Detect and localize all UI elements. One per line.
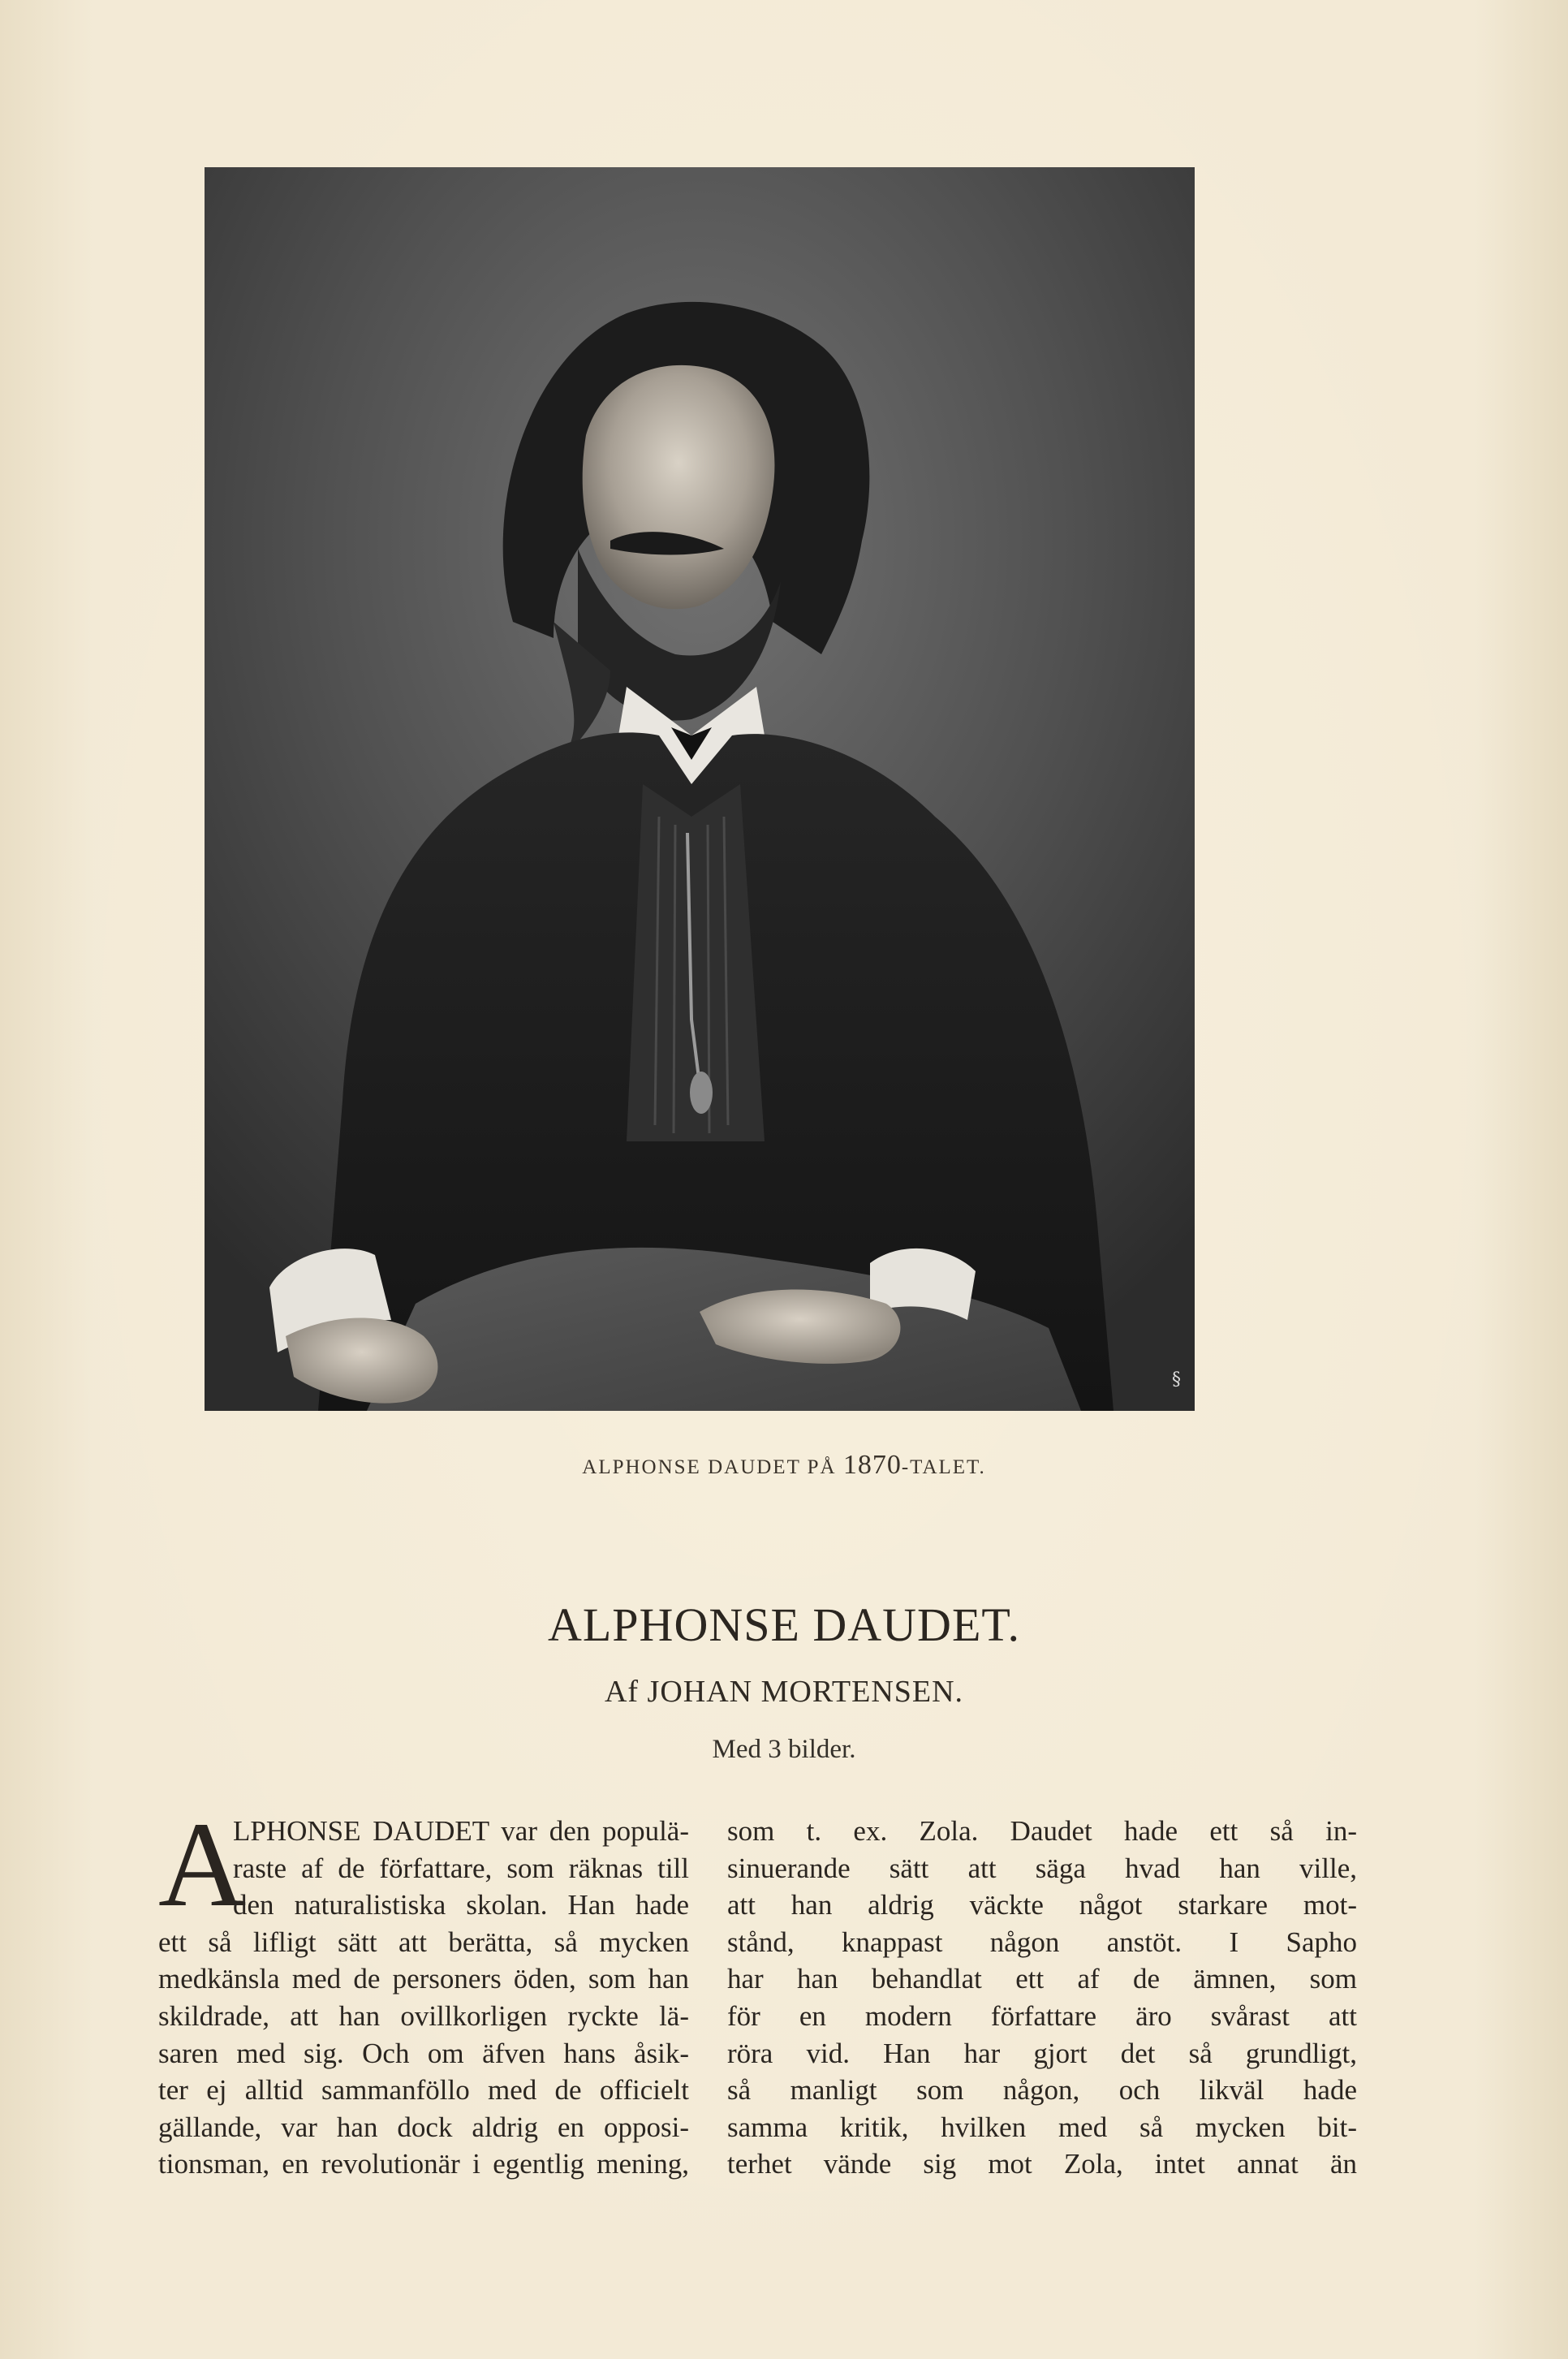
body-line: tionsman, en revolutionär i egentlig mening, xyxy=(158,2148,689,2180)
portrait-photo xyxy=(205,167,1195,1411)
body-line: LPHONSE DAUDET var den populä- xyxy=(233,1815,689,1847)
article-byline xyxy=(0,1674,1568,1710)
caption-prefix: ALPHONSE DAUDET PÅ xyxy=(582,1456,843,1478)
byline-af: Af xyxy=(604,1675,640,1709)
byline-author: JOHAN MORTENSEN. xyxy=(647,1675,964,1709)
body-line: sinuerande sätt att säga hvad han ville, xyxy=(727,1852,1357,1884)
article-subtitle: Med 3 bilder. xyxy=(712,1735,856,1764)
body-line: har han behandlat ett af de ämnen, som xyxy=(727,1963,1357,1995)
body-line: terhet vände sig mot Zola, intet annat än xyxy=(727,2148,1357,2180)
body-column-left xyxy=(158,1797,689,2183)
body-line: så manligt som någon, och likväl hade xyxy=(727,2074,1357,2107)
body-line: saren med sig. Och om äfven hans åsik- xyxy=(158,2037,689,2069)
body-line: för en modern författare äro svårast att xyxy=(727,1999,1357,2032)
dropcap-block xyxy=(158,1797,689,1932)
body-line: skildrade, att han ovillkorligen ryckte lä- xyxy=(158,1999,689,2032)
caption-suffix: -TALET. xyxy=(901,1456,986,1478)
svg-text:§: § xyxy=(1172,1369,1181,1390)
article-title: ALPHONSE DAUDET. xyxy=(547,1598,1020,1651)
portrait-illustration xyxy=(205,167,1195,1411)
body-column-right xyxy=(727,1813,1357,2183)
dropcap-letter: A xyxy=(158,1797,247,1932)
body-line: som t. ex. Zola. Daudet hade ett så in- xyxy=(727,1815,1357,1847)
body-line: stånd, knappast någon anstöt. I Sapho xyxy=(727,1926,1357,1958)
body-line: gällande, var han dock aldrig en opposi- xyxy=(158,2111,689,2143)
body-line: den naturalistiska skolan. Han hade xyxy=(233,1889,689,1921)
body-line: röra vid. Han har gjort det så grundligt, xyxy=(727,2037,1357,2069)
body-line: att han aldrig väckte något starkare mot- xyxy=(727,1889,1357,1921)
body-line: medkänsla med de personers öden, som han xyxy=(158,1963,689,1995)
caption-year: 1870 xyxy=(842,1450,902,1480)
body-line: raste af de författare, som räknas till xyxy=(233,1852,689,1884)
body-line: samma kritik, hvilken med så mycken bit- xyxy=(727,2111,1357,2143)
photo-caption xyxy=(0,1450,1568,1481)
body-line: ter ej alltid sammanföllo med de officielt xyxy=(158,2074,689,2107)
body-line: ett så lifligt sätt att berätta, så mycken xyxy=(158,1926,689,1958)
